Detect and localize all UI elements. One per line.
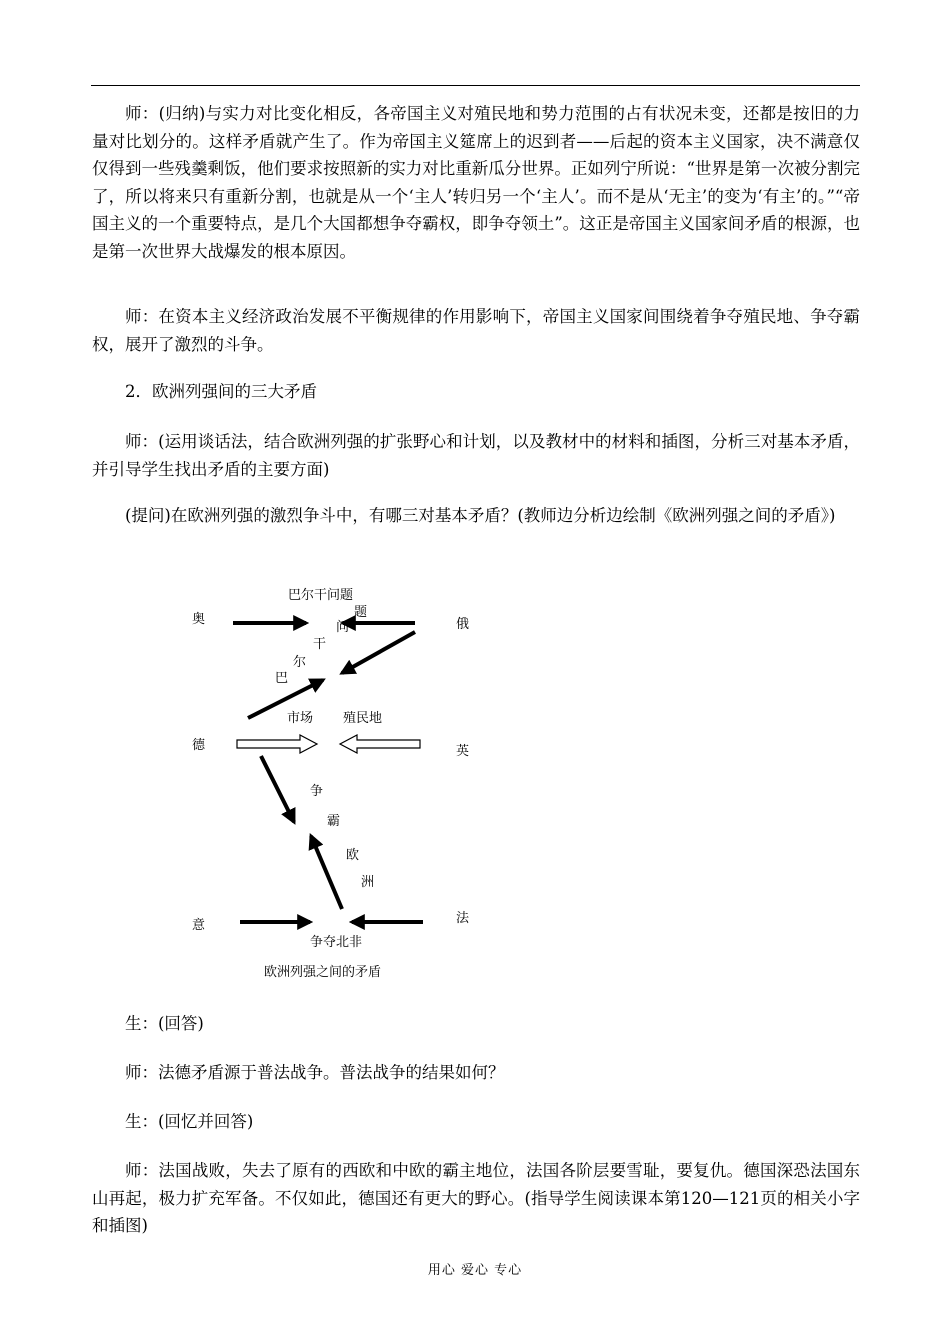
balkan-question-label: 巴尔干问题 [288, 588, 354, 603]
balkan-diag-2: 尔 [293, 655, 307, 670]
paragraph-method: 师：(运用谈话法，结合欧洲列强的扩张野心和计划，以及教材中的材料和插图，分析三对基本矛盾，并引导学生找出矛盾的主要方面) [92, 432, 860, 479]
paragraph-student-recall: 生：(回忆并回答) [125, 1112, 254, 1131]
country-germany: 德 [192, 738, 206, 753]
arrow-germany-hegemony [261, 756, 294, 822]
country-italy: 意 [192, 918, 206, 933]
paragraph-franco-german: 师：法德矛盾源于普法战争。普法战争的结果如何？ [125, 1063, 505, 1082]
country-britain: 英 [456, 744, 470, 759]
arrow-germany-colony [237, 735, 317, 753]
colony-label: 殖民地 [343, 711, 383, 726]
market-label: 市场 [287, 711, 314, 726]
balkan-diag-3: 干 [313, 637, 327, 652]
paragraph-student-answer: 生：(回答) [125, 1014, 204, 1033]
hegemony-char-2: 霸 [327, 814, 341, 829]
country-russia: 俄 [456, 617, 470, 632]
paragraph-struggle: 师：在资本主义经济政治发展不平衡规律的作用影响下，帝国主义国家间围绕着争夺殖民地、争夺霸权，展开了激烈的斗争。 [92, 307, 860, 354]
balkan-diag-4: 问 [336, 620, 350, 635]
balkan-diag-1: 巴 [275, 671, 289, 686]
paragraph-question: (提问)在欧洲列强的激烈争斗中，有哪三对基本矛盾？(教师边分析边绘制《欧洲列强之间的矛盾》) [125, 506, 836, 525]
arrow-france-hegemony [311, 836, 342, 909]
balkan-diag-5: 题 [354, 605, 368, 620]
north-africa-label: 争夺北非 [310, 935, 363, 950]
diagram-title: 欧洲列强之间的矛盾 [264, 965, 382, 980]
paragraph-summary: 师：(归纳)与实力对比变化相反，各帝国主义对殖民地和势力范围的占有状况未变，还都是按旧的力量对比划分的。这样矛盾就产生了。作为帝国主义筵席上的迟到者——后起的资本主义国家，决不满意仅仅得到一些残羹剩饭，他们要求按照新的实力对比重新瓜分世界。正如列宁所说：“世界是第一次被分割完了，所以将来只有重新分割，也就是从一个‘主人’转归另一个‘主人’。而不是从‘无主’的变为‘有主’的。”“帝国主义的一个重要特点，是几个大国都想争夺霸权，即争夺领土”。这正是帝国主义国家间矛盾的根源，也是第一次世界大战爆发的根本原因。 [92, 104, 860, 261]
arrow-britain-colony [340, 735, 420, 753]
hegemony-char-4: 洲 [361, 875, 375, 890]
arrow-russia-diagonal [342, 632, 415, 673]
country-austria: 奥 [192, 612, 206, 627]
section-heading: 2．欧洲列强间的三大矛盾 [125, 382, 317, 401]
contradictions-diagram [180, 578, 500, 990]
hegemony-char-3: 欧 [346, 848, 360, 863]
page-footer: 用心 爱心 专心 [427, 1263, 523, 1278]
paragraph-france-defeat: 师：法国战败，失去了原有的西欧和中欧的霸主地位，法国各阶层要雪耻，要复仇。德国深恐法国东山再起，极力扩充军备。不仅如此，德国还有更大的野心。(指导学生阅读课本第120—121页的相关小字和插图) [92, 1161, 860, 1235]
hegemony-char-1: 争 [310, 784, 324, 799]
country-france: 法 [456, 911, 470, 926]
header-rule [91, 85, 860, 86]
